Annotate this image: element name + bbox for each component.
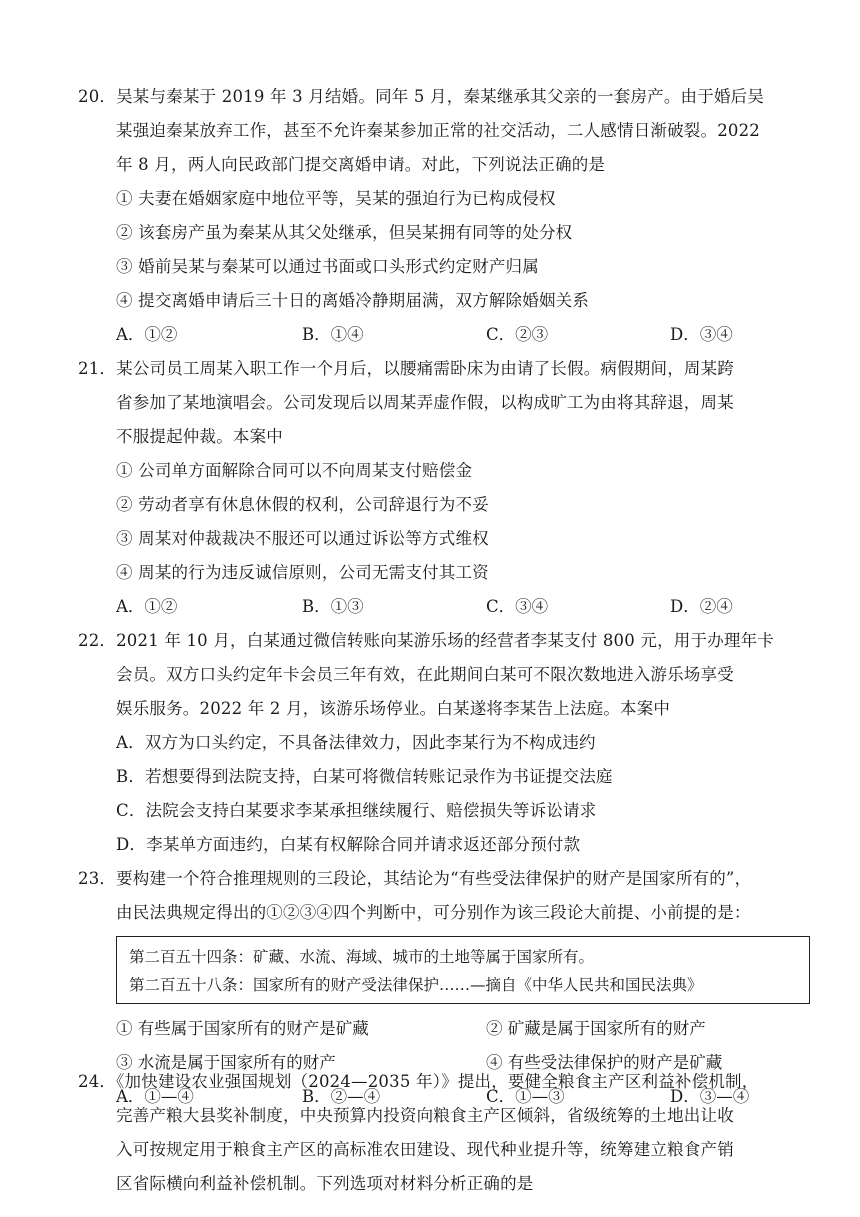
choice-c[interactable]: C．法院会支持白某要求李某承担继续履行、赔偿损失等诉讼请求 bbox=[116, 801, 597, 820]
question-stem-line: 不服提起仲裁。本案中 bbox=[116, 427, 283, 446]
choice-a[interactable]: A．双方为口头约定，不具备法律效力，因此李某行为不构成违约 bbox=[116, 733, 596, 752]
question-stem-line: 入可按规定用于粮食主产区的高标准农田建设、现代种业提升等，统筹建立粮食产销 bbox=[116, 1140, 734, 1159]
question-stem-line: 年 8 月，两人向民政部门提交离婚申请。对此，下列说法正确的是 bbox=[116, 155, 606, 174]
choice-a[interactable]: A．①② bbox=[116, 325, 178, 344]
choice-b[interactable]: B．①④ bbox=[302, 325, 364, 344]
question-stem-line: 20．吴某与秦某于 2019 年 3 月结婚。同年 5 月，秦某继承其父亲的一套房产。由于婚后吴 bbox=[78, 87, 765, 106]
question-stem-line: 省参加了某地演唱会。公司发现后以周某弄虚作假，以构成旷工为由将其辞退，周某 bbox=[116, 393, 734, 412]
law-excerpt-box bbox=[116, 936, 810, 1004]
question-22 bbox=[78, 624, 812, 862]
choice-a[interactable]: A．①② bbox=[116, 597, 178, 616]
statement-2: ② 该套房产虽为秦某从其父处继承，但吴某拥有同等的处分权 bbox=[116, 223, 573, 242]
choice-b[interactable]: B．若想要得到法院支持，白某可将微信转账记录作为书证提交法庭 bbox=[116, 767, 613, 786]
question-stem-line: 区省际横向利益补偿机制。下列选项对材料分析正确的是 bbox=[116, 1174, 534, 1193]
question-stem-line: 由民法典规定得出的①②③④四个判断中，可分别作为该三段论大前提、小前提的是： bbox=[116, 903, 751, 922]
law-article-258: 第二百五十八条：国家所有的财产受法律保护……—摘自《中华人民共和国民法典》 bbox=[129, 976, 703, 994]
statement-1: ① 公司单方面解除合同可以不向周某支付赔偿金 bbox=[116, 461, 473, 480]
answer-choices bbox=[82, 590, 812, 624]
statement-3: ③ 婚前吴某与秦某可以通过书面或口头形式约定财产归属 bbox=[116, 257, 539, 276]
question-stem-line: 23．要构建一个符合推理规则的三段论，其结论为“有些受法律保护的财产是国家所有的”， bbox=[78, 869, 752, 888]
statement-2: ② 矿藏是属于国家所有的财产 bbox=[486, 1019, 706, 1038]
answer-choices bbox=[82, 318, 812, 352]
question-stem-line: 会员。双方口头约定年卡会员三年有效，在此期间白某可不限次数地进入游乐场享受 bbox=[116, 665, 734, 684]
question-stem-line: 娱乐服务。2022 年 2 月，该游乐场停业。白某遂将李某告上法庭。本案中 bbox=[116, 699, 671, 718]
question-stem-line: 某强迫秦某放弃工作，甚至不允许秦某参加正常的社交活动，二人感情日渐破裂。2022 bbox=[116, 121, 760, 140]
statement-4: ④ 有些受法律保护的财产是矿藏 bbox=[486, 1053, 723, 1072]
choice-b[interactable]: B．②—④ bbox=[302, 1087, 381, 1106]
choice-d[interactable]: D．李某单方面违约，白某有权解除合同并请求返还部分预付款 bbox=[116, 835, 581, 854]
choice-a[interactable]: A．①—④ bbox=[116, 1087, 194, 1106]
statement-3: ③ 周某对仲裁裁决不服还可以通过诉讼等方式维权 bbox=[116, 529, 489, 548]
statement-row bbox=[82, 1012, 812, 1046]
choice-d[interactable]: D．③—④ bbox=[670, 1087, 750, 1106]
question-stem-line: 完善产粮大县奖补制度，中央预算内投资向粮食主产区倾斜，省级统筹的土地出让收 bbox=[116, 1106, 734, 1125]
choice-c[interactable]: C．①—③ bbox=[486, 1087, 565, 1106]
statement-3: ③ 水流是属于国家所有的财产 bbox=[116, 1053, 336, 1072]
choice-d[interactable]: D．③④ bbox=[670, 325, 733, 344]
statement-1: ① 有些属于国家所有的财产是矿藏 bbox=[116, 1019, 369, 1038]
choice-c[interactable]: C．③④ bbox=[486, 597, 549, 616]
choice-d[interactable]: D．②④ bbox=[670, 597, 733, 616]
question-21 bbox=[78, 352, 812, 624]
question-stem-line: 21．某公司员工周某入职工作一个月后，以腰痛需卧床为由请了长假。病假期间，周某跨 bbox=[78, 359, 734, 378]
question-stem-line: 22．2021 年 10 月，白某通过微信转账向某游乐场的经营者李某支付 800 元，用于办理年卡 bbox=[78, 631, 775, 650]
question-24 bbox=[78, 1065, 812, 1201]
law-article-254: 第二百五十四条：矿藏、水流、海域、城市的土地等属于国家所有。 bbox=[129, 948, 595, 966]
choice-b[interactable]: B．①③ bbox=[302, 597, 364, 616]
question-20 bbox=[78, 80, 812, 352]
statement-4: ④ 周某的行为违反诚信原则，公司无需支付其工资 bbox=[116, 563, 489, 582]
statement-4: ④ 提交离婚申请后三十日的离婚冷静期届满，双方解除婚姻关系 bbox=[116, 291, 590, 310]
question-stem-line: 24．《加快建设农业强国规划（2024—2035 年）》提出，要健全粮食主产区利益补偿机制， bbox=[78, 1072, 759, 1091]
choice-c[interactable]: C．②③ bbox=[486, 325, 549, 344]
statement-1: ① 夫妻在婚姻家庭中地位平等，吴某的强迫行为已构成侵权 bbox=[116, 189, 556, 208]
statement-2: ② 劳动者享有休息休假的权利，公司辞退行为不妥 bbox=[116, 495, 489, 514]
